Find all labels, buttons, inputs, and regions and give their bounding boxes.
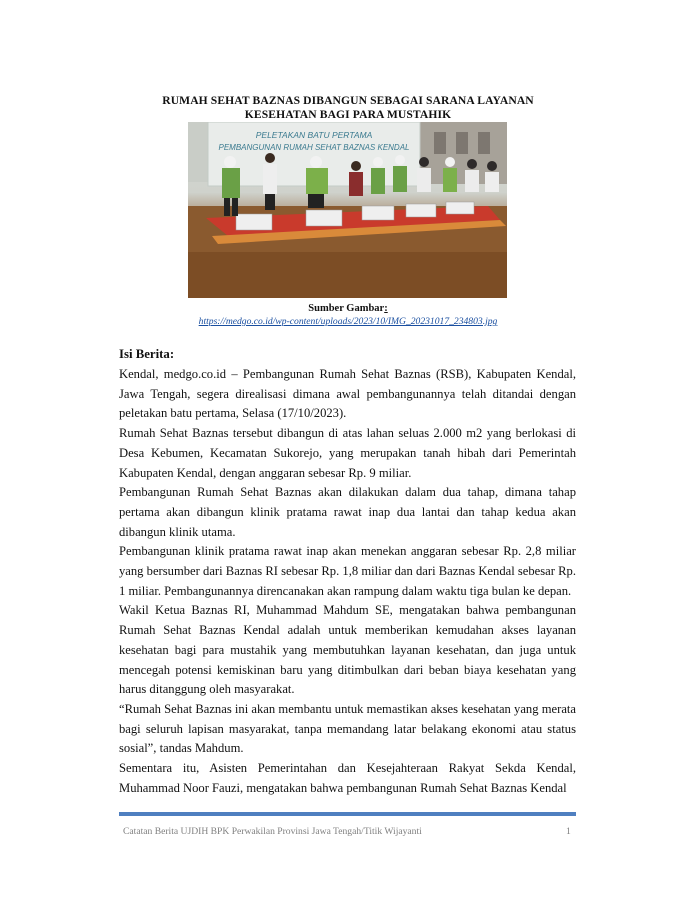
footer-divider bbox=[119, 812, 576, 816]
title-line-2: KESEHATAN BAGI PARA MUSTAHIK bbox=[244, 108, 452, 121]
paragraph: Sementara itu, Asisten Pemerintahan dan Kesejahteraan Rakyat Sekda Kendal, Muhammad Noor Fauzi, mengatakan bahwa pembangunan Rumah Sehat Baznas Kendal bbox=[119, 761, 576, 795]
caption-label-colon: : bbox=[384, 303, 388, 314]
paragraph: Pembangunan klinik pratama rawat inap akan menekan anggaran sebesar Rp. 2,8 miliar yang bersumber dari Baznas RI sebesar Rp. 1,8 miliar dan dari Baznas Kendal sebesar Rp. 1 miliar. Pembangunannya direncanakan akan rampung dalam waktu tiga bulan ke depan. bbox=[119, 544, 576, 598]
banner-text-1: PELETAKAN BATU PERTAMA bbox=[255, 130, 373, 140]
paragraph: Pembangunan Rumah Sehat Baznas akan dilakukan dalam dua tahap, dimana tahap pertama akan dibangun klinik pratama rawat inap dua lantai dan tahap kedua akan dibangun klinik utama. bbox=[119, 485, 576, 539]
paragraph: Rumah Sehat Baznas tersebut dibangun di atas lahan seluas 2.000 m2 yang berlokasi di Desa Kebumen, Kecamatan Sukorejo, yang merupakan tanah hibah dari Pemerintah Kabupaten Kendal, dengan anggaran sebesar Rp. 9 miliar. bbox=[119, 426, 576, 480]
paragraph: Wakil Ketua Baznas RI, Muhammad Mahdum SE, mengatakan bahwa pembangunan Rumah Sehat Baznas Kendal adalah untuk memberikan kemudahan akses layanan kesehatan bagi para mustahik yang membutuhkan layanan kesehatan, dan juga untuk mencegah potensi kemiskinan baru yang ditimbulkan dari beban biaya kesehatan yang harus ditanggung oleh masyarakat. bbox=[119, 603, 576, 697]
groundbreaking-ceremony-image bbox=[188, 122, 507, 298]
paragraph: Kendal, medgo.co.id – Pembangunan Rumah Sehat Baznas (RSB), Kabupaten Kendal, Jawa Tengah, segera direalisasi dimana awal pembangunannya telah ditandai dengan peletakan batu pertama, Selasa (17/10/2023). bbox=[119, 367, 576, 421]
document-title bbox=[100, 94, 596, 122]
page-number: 1 bbox=[566, 826, 571, 837]
section-heading: Isi Berita: bbox=[119, 347, 175, 361]
title-line-1: RUMAH SEHAT BAZNAS DIBANGUN SEBAGAI SARANA LAYANAN bbox=[162, 94, 534, 107]
banner-text-2: PEMBANGUNAN RUMAH SEHAT BAZNAS KENDAL bbox=[218, 143, 410, 152]
paragraph: “Rumah Sehat Baznas ini akan membantu untuk memastikan akses kesehatan yang merata bagi seluruh lapisan masyarakat, tanpa memandang latar belakang ekonomi atau status sosial”, tandas Mahdum. bbox=[119, 701, 576, 756]
news-photo bbox=[188, 122, 507, 298]
image-source-link[interactable]: https://medgo.co.id/wp-content/uploads/2023/10/IMG_20231017_234803.jpg bbox=[198, 316, 498, 327]
footer-text: Catatan Berita UJDIH BPK Perwakilan Provinsi Jawa Tengah/Titik Wijayanti bbox=[123, 826, 422, 837]
caption-label-text: Sumber Gambar bbox=[308, 303, 385, 314]
article-body bbox=[119, 365, 576, 798]
image-source-label bbox=[0, 303, 696, 315]
